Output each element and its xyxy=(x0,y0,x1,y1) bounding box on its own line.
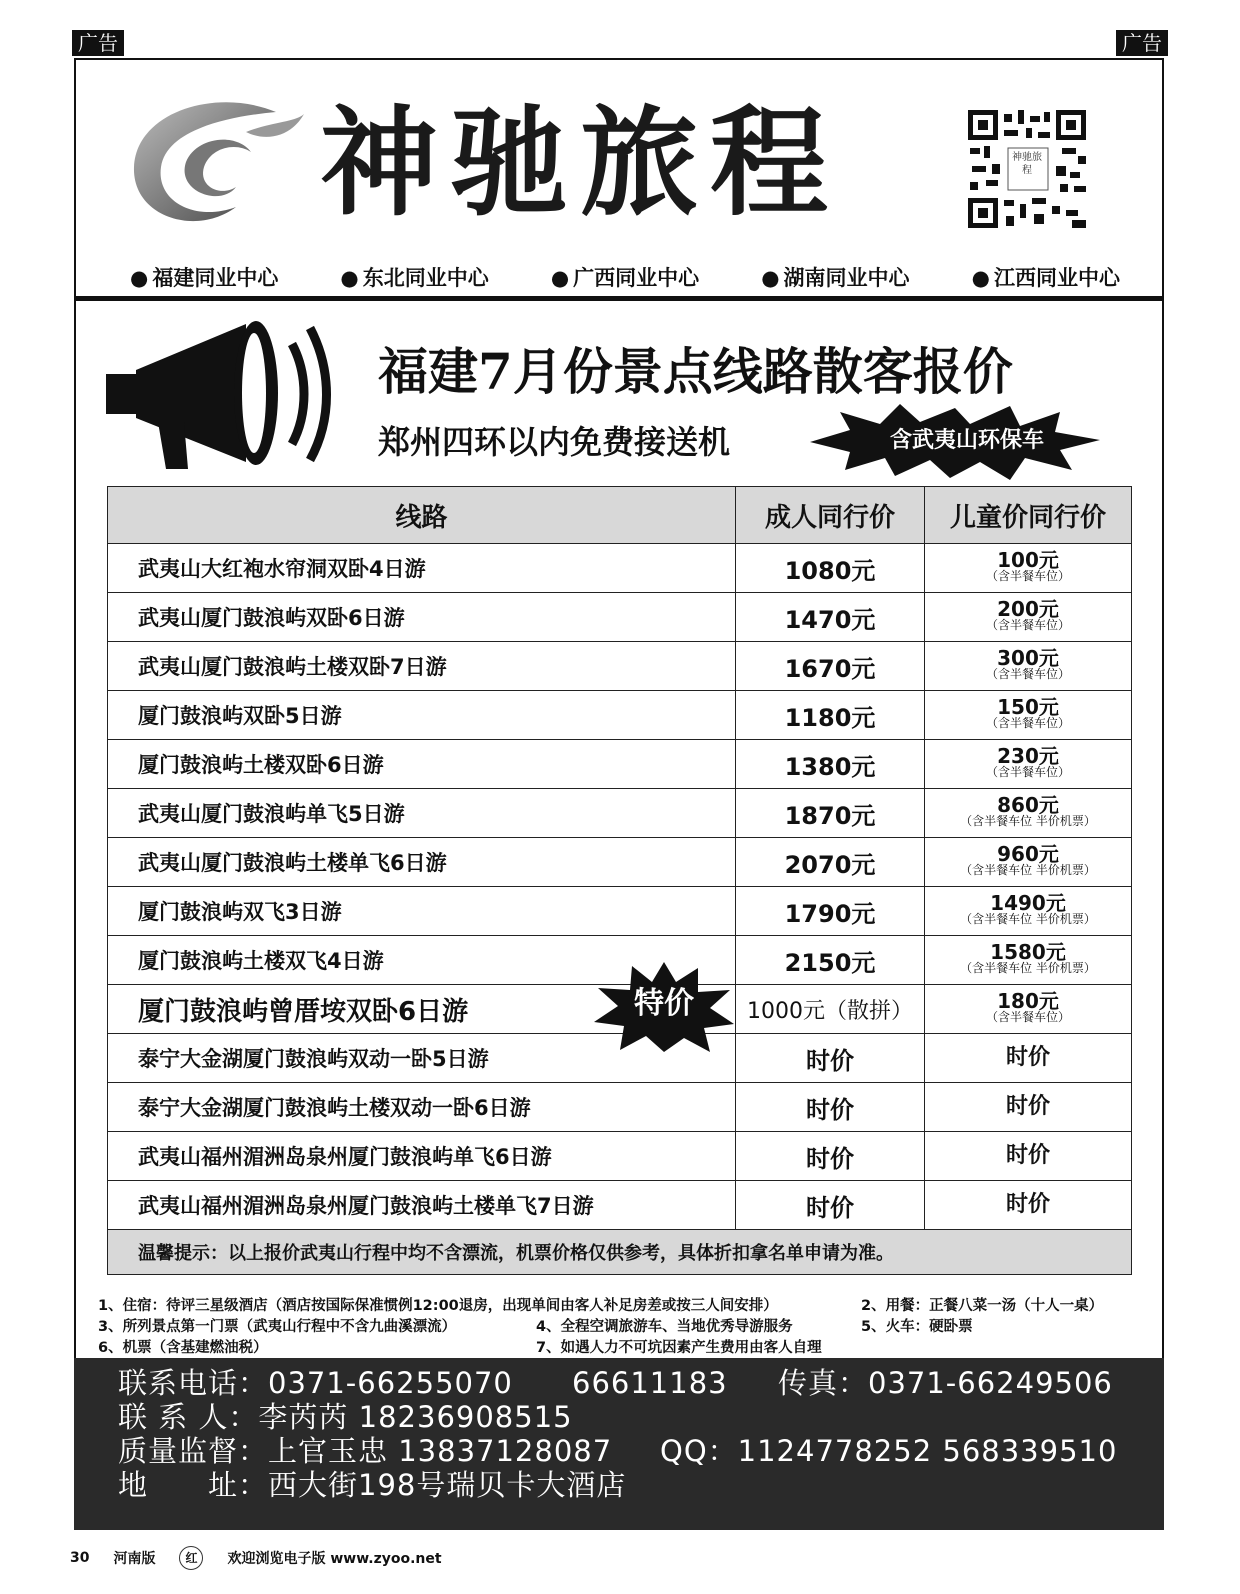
child-price: 860元 xyxy=(997,793,1059,817)
adult-price: 1080元 xyxy=(736,544,925,593)
note-item: 2、用餐：正餐八菜一汤（十人一桌） xyxy=(861,1298,1104,1314)
col-header-child: 儿童价同行价 xyxy=(925,487,1132,544)
route-name: 泰宁大金湖厦门鼓浪屿双动一卧5日游 xyxy=(108,1034,736,1083)
child-price: 180元 xyxy=(997,989,1059,1013)
child-price-cell xyxy=(925,985,1132,1034)
child-price: 时价 xyxy=(1005,1143,1050,1168)
child-price: 时价 xyxy=(1005,1045,1050,1070)
edition-label: 河南版 xyxy=(113,1551,156,1567)
col-header-route: 线路 xyxy=(108,487,736,544)
ad-tag-left: 广告 xyxy=(72,30,124,56)
adult-price: 时价 xyxy=(736,1132,925,1181)
adult-price: 时价 xyxy=(736,1083,925,1132)
note-item: 4、全程空调旅游车、当地优秀导游服务 xyxy=(536,1319,793,1335)
child-price: 1580元 xyxy=(990,940,1066,964)
table-row xyxy=(108,1181,1132,1230)
table-row xyxy=(108,789,1132,838)
note-item: 7、如遇人力不可坑因素产生费用由客人自理 xyxy=(536,1340,822,1356)
footer-welcome[interactable]: 欢迎浏览电子版 www.zyoo.net xyxy=(227,1551,442,1567)
center-item: ● 广西同业中心 xyxy=(551,262,699,292)
child-price-cell xyxy=(925,691,1132,740)
child-note: （含半餐车位） xyxy=(985,765,1070,779)
child-price: 300元 xyxy=(997,646,1059,670)
child-price: 时价 xyxy=(1005,1192,1050,1217)
child-price-cell xyxy=(925,593,1132,642)
contact-fax: 传真：0371-66249506 xyxy=(778,1366,1113,1400)
route-name: 厦门鼓浪屿双飞3日游 xyxy=(108,887,736,936)
contact-phone-2: 66611183 xyxy=(572,1366,728,1400)
edition-badge-icon: 红 xyxy=(179,1546,203,1570)
table-row xyxy=(108,691,1132,740)
adult-price: 1000元（散拼） xyxy=(736,985,925,1034)
adult-price: 时价 xyxy=(736,1181,925,1230)
center-list xyxy=(130,262,1120,292)
contact-person: 联 系 人：李芮芮 18236908515 xyxy=(118,1400,573,1434)
child-note: （含半餐车位） xyxy=(985,667,1070,681)
note-item: 5、火车：硬卧票 xyxy=(861,1319,973,1335)
route-name: 武夷山厦门鼓浪屿双卧6日游 xyxy=(108,593,736,642)
logo-swirl-icon xyxy=(126,92,306,232)
header-divider xyxy=(74,296,1164,301)
price-table xyxy=(107,486,1132,1275)
child-price: 150元 xyxy=(997,695,1059,719)
route-name: 厦门鼓浪屿双卧5日游 xyxy=(108,691,736,740)
note-item: 6、机票（含基建燃油税） xyxy=(98,1340,268,1356)
adult-price: 1790元 xyxy=(736,887,925,936)
center-item: ● 福建同业中心 xyxy=(130,262,278,292)
child-price: 时价 xyxy=(1005,1094,1050,1119)
table-row xyxy=(108,544,1132,593)
child-price-cell xyxy=(925,1034,1132,1083)
child-price: 100元 xyxy=(997,548,1059,572)
center-item: ● 东北同业中心 xyxy=(340,262,488,292)
child-price: 1490元 xyxy=(990,891,1066,915)
child-price: 960元 xyxy=(997,842,1059,866)
child-price-cell xyxy=(925,1181,1132,1230)
child-price-cell xyxy=(925,936,1132,985)
child-note: （含半餐车位） xyxy=(985,618,1070,632)
child-price-cell xyxy=(925,838,1132,887)
child-price-cell xyxy=(925,544,1132,593)
adult-price: 1180元 xyxy=(736,691,925,740)
note-item: 3、所列景点第一门票（武夷山行程中不含九曲溪漂流） xyxy=(98,1319,457,1335)
child-price: 230元 xyxy=(997,744,1059,768)
child-price-cell xyxy=(925,887,1132,936)
burst-badge-text: 含武夷山环保车 xyxy=(889,428,1044,453)
headline: 福建7月份景点线路散客报价 xyxy=(378,342,1013,401)
child-note: （含半餐车位） xyxy=(985,1010,1070,1024)
table-row xyxy=(108,642,1132,691)
child-price-cell xyxy=(925,1083,1132,1132)
contact-phone: 联系电话：0371-66255070 xyxy=(118,1366,513,1400)
table-header-row xyxy=(108,487,1132,544)
contact-address: 地 址：西大街198号瑞贝卡大酒店 xyxy=(118,1468,627,1502)
child-note: （含半餐车位） xyxy=(985,569,1070,583)
adult-price: 时价 xyxy=(736,1034,925,1083)
adult-price: 1470元 xyxy=(736,593,925,642)
adult-price: 1670元 xyxy=(736,642,925,691)
child-note: （含半餐车位 半价机票） xyxy=(960,814,1096,828)
special-label: 特价 xyxy=(634,986,694,1021)
route-name: 武夷山厦门鼓浪屿土楼双卧7日游 xyxy=(108,642,736,691)
ad-tag-right: 广告 xyxy=(1116,30,1168,56)
page-footer xyxy=(70,1546,470,1570)
table-row xyxy=(108,1083,1132,1132)
child-price-cell xyxy=(925,740,1132,789)
page-number: 30 xyxy=(70,1550,90,1566)
adult-price: 1870元 xyxy=(736,789,925,838)
subline: 郑州四环以内免费接送机 xyxy=(378,423,731,461)
route-name: 厦门鼓浪屿土楼双飞4日游 xyxy=(108,936,736,985)
qr-label: 神驰旅程 xyxy=(1012,152,1042,176)
center-item: ● 江西同业中心 xyxy=(972,262,1120,292)
route-name: 泰宁大金湖厦门鼓浪屿土楼双动一卧6日游 xyxy=(108,1083,736,1132)
table-row xyxy=(108,887,1132,936)
route-name: 武夷山大红袍水帘洞双卧4日游 xyxy=(108,544,736,593)
child-price-cell xyxy=(925,642,1132,691)
tip-row xyxy=(108,1230,1132,1275)
note-item: 1、住宿：待评三星级酒店（酒店按国际保准惯例12:00退房，出现单间由客人补足房差或按三人间安排） xyxy=(98,1298,778,1314)
contact-block xyxy=(74,1358,1164,1530)
route-name: 武夷山厦门鼓浪屿土楼单飞6日游 xyxy=(108,838,736,887)
contact-qq: QQ：1124778252 568339510 xyxy=(660,1434,1118,1468)
table-row xyxy=(108,740,1132,789)
route-name: 武夷山福州湄洲岛泉州厦门鼓浪屿土楼单飞7日游 xyxy=(108,1181,736,1230)
brand-title: 神驰旅程 xyxy=(320,93,841,232)
megaphone-icon xyxy=(96,304,336,474)
route-name: 武夷山厦门鼓浪屿单飞5日游 xyxy=(108,789,736,838)
route-name: 厦门鼓浪屿土楼双卧6日游 xyxy=(108,740,736,789)
table-row xyxy=(108,838,1132,887)
child-price: 200元 xyxy=(997,597,1059,621)
center-item: ● 湖南同业中心 xyxy=(761,262,909,292)
route-name: 武夷山福州湄洲岛泉州厦门鼓浪屿单飞6日游 xyxy=(108,1132,736,1181)
child-note: （含半餐车位 半价机票） xyxy=(960,961,1096,975)
route-name: 厦门鼓浪屿曾厝垵双卧6日游 xyxy=(108,985,736,1034)
child-note: （含半餐车位 半价机票） xyxy=(960,863,1096,877)
adult-price: 2150元 xyxy=(736,936,925,985)
child-price-cell xyxy=(925,789,1132,838)
table-row xyxy=(108,1132,1132,1181)
tip-text: 温馨提示：以上报价武夷山行程中均不含漂流，机票价格仅供参考，具体折扣拿名单申请为准。 xyxy=(108,1230,1132,1275)
adult-price: 1380元 xyxy=(736,740,925,789)
table-row xyxy=(108,593,1132,642)
child-note: （含半餐车位） xyxy=(985,716,1070,730)
child-note: （含半餐车位 半价机票） xyxy=(960,912,1096,926)
contact-quality: 质量监督：上官玉忠 13837128087 xyxy=(118,1434,613,1468)
col-header-adult: 成人同行价 xyxy=(736,487,925,544)
child-price-cell xyxy=(925,1132,1132,1181)
adult-price: 2070元 xyxy=(736,838,925,887)
